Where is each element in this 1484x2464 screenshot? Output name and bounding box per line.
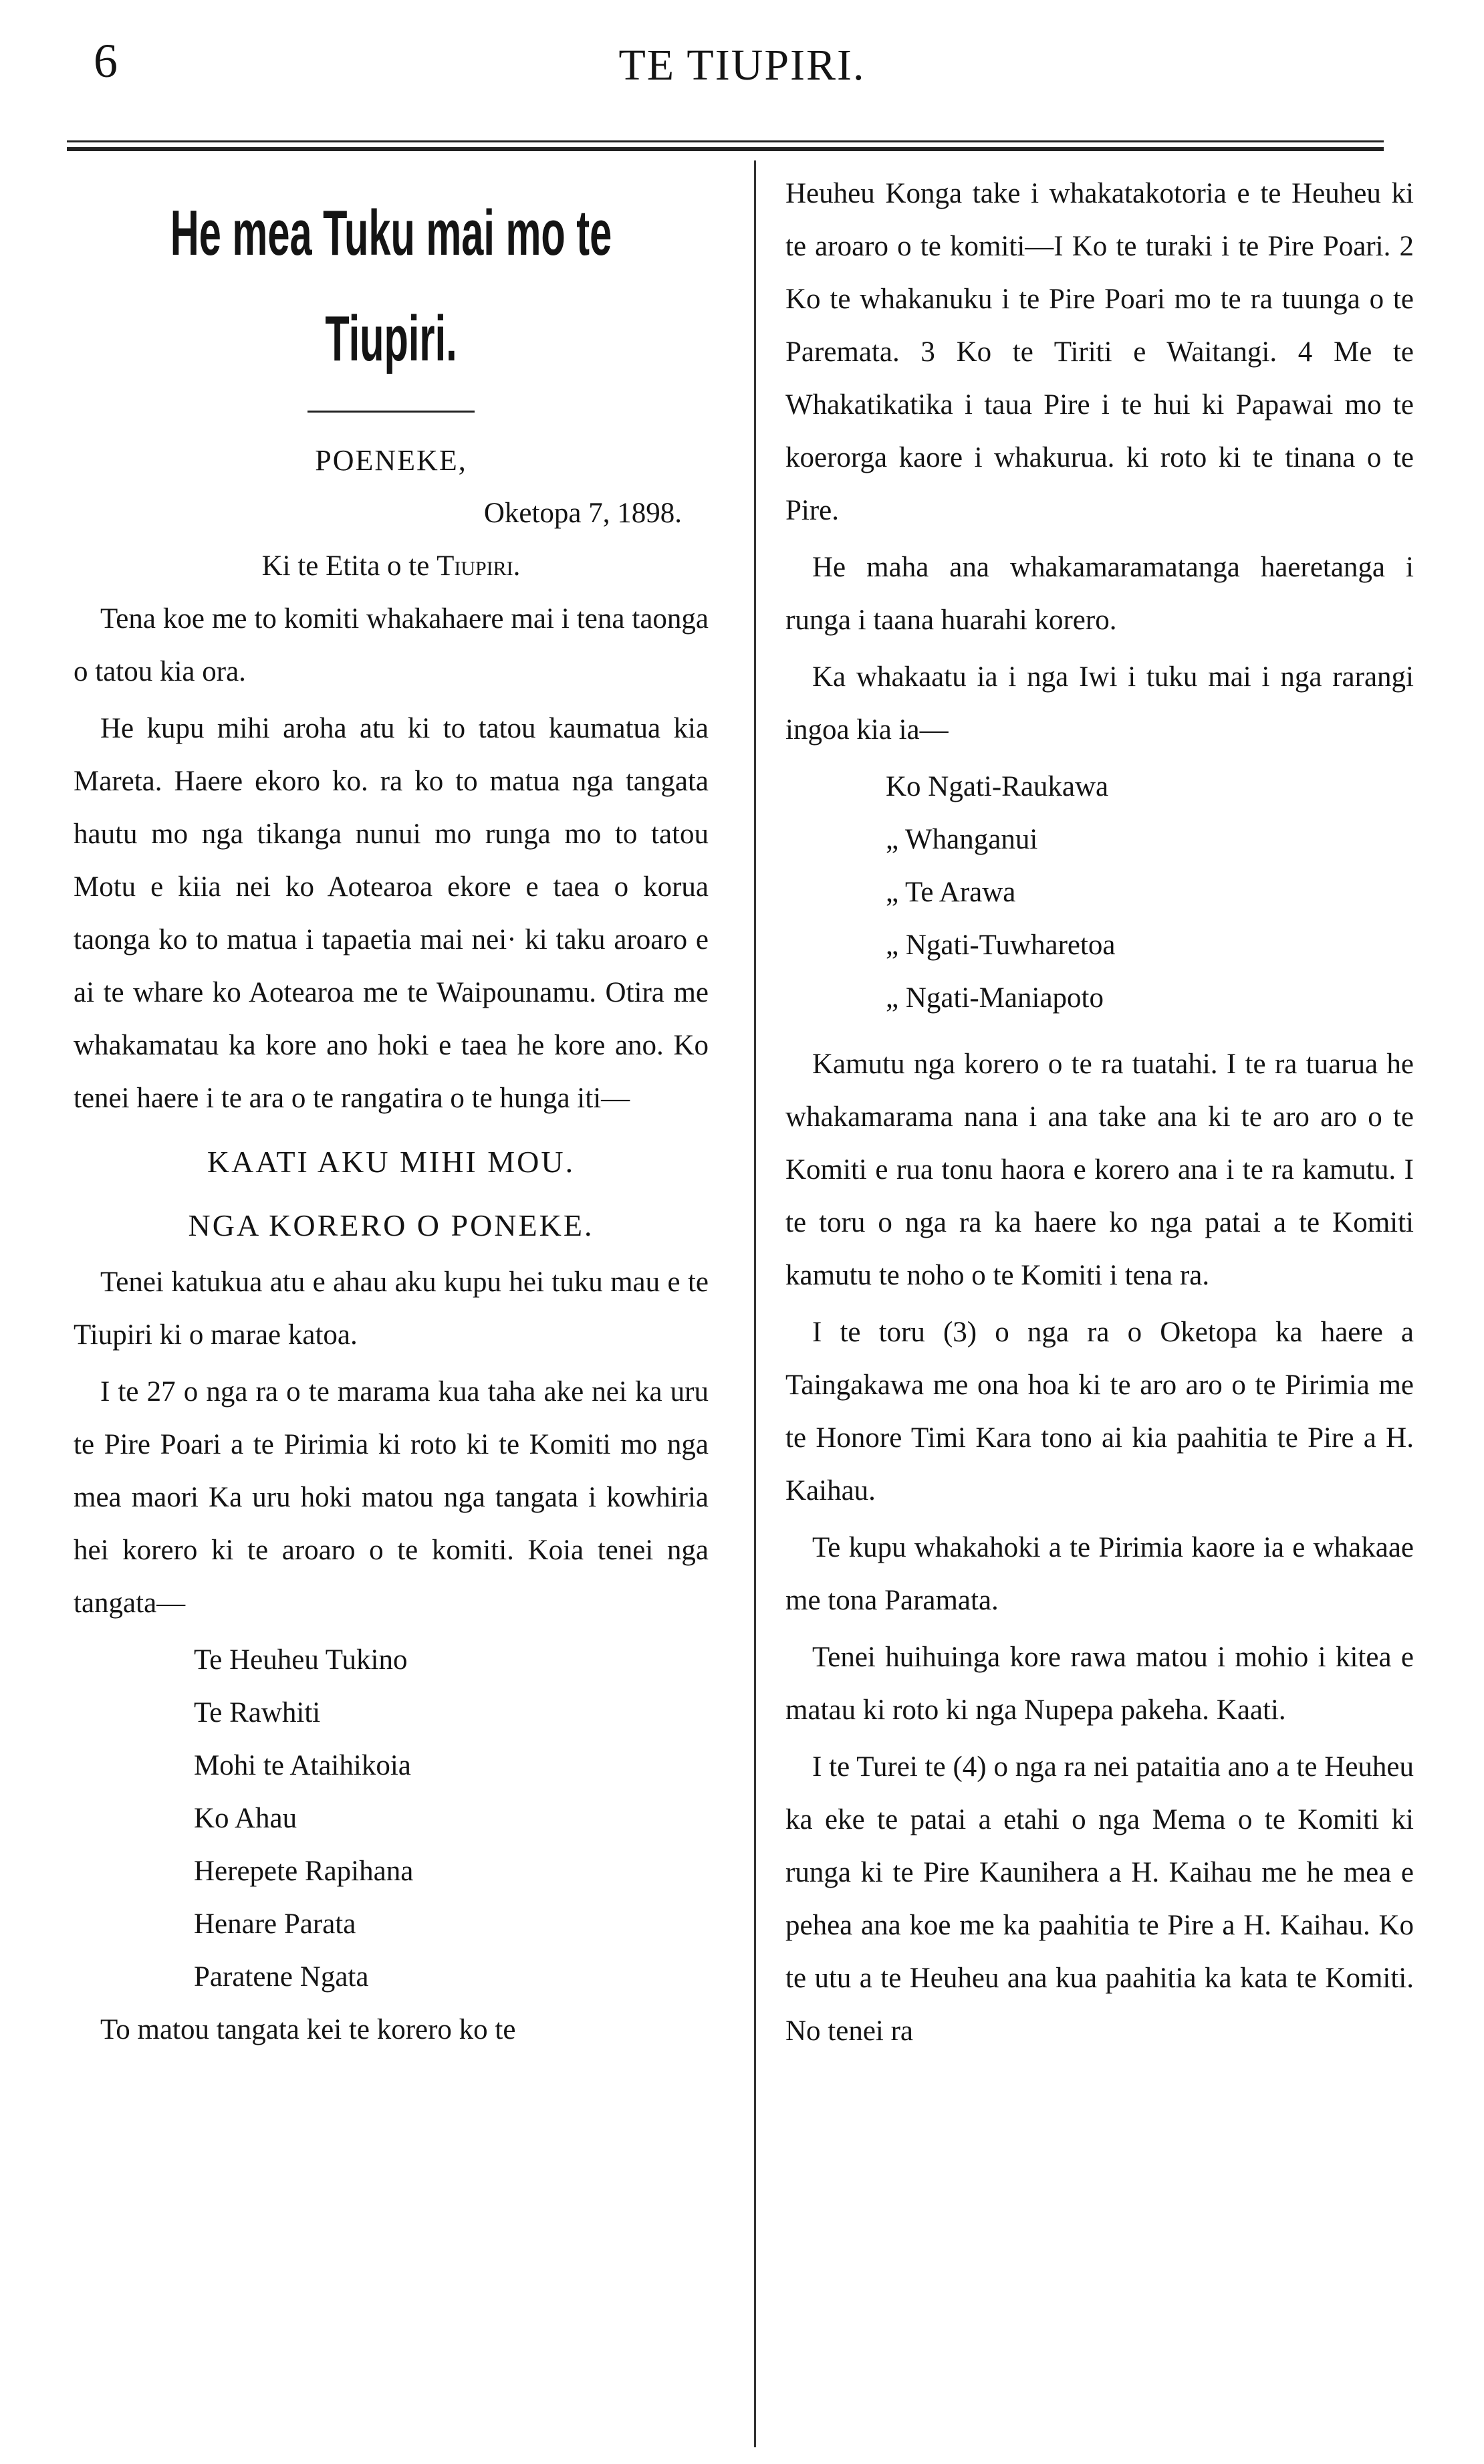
salutation-paper-name: Tiupiri. [437, 550, 521, 582]
list-item: Herepete Rapihana [194, 1856, 414, 1887]
column-divider [754, 160, 756, 2447]
right-paragraph-3: Ka whakaatu ia i nga Iwi i tuku mai i nga rarangi ingoa kia ia— [785, 661, 1414, 746]
header-rule-thin [67, 140, 1384, 142]
salutation [74, 540, 709, 592]
left-paragraph-4: I te 27 o nga ra o te marama kua taha ake nei ka uru te Pire Poari a te Pirimia ki roto ki te Komiti mo nga mea maori Ka uru hoki matou nga tangata i kowhiria hei korero ki te aroaro o te komiti. Koia tenei nga tangata— [74, 1376, 709, 1619]
headline-line-1: He mea Tuku mai mo te [170, 197, 612, 269]
right-paragraph-4: Kamutu nga korero o te ra tuatahi. I te ra tuarua he whakamarama nana i ana take ana ki te aro aro o te Komiti e rua tonu haora e korero ana i te ra kamutu. I te toru o nga ra ka haere ko nga patai a te Komiti kamutu te noho o te Komiti i tena ra. [785, 1048, 1414, 1291]
right-paragraph-1: Heuheu Konga take i whakatakotoria e te Heuheu ki te aroaro o te komiti—I Ko te turaki i te Pire Poari. 2 Ko te whakanuku i te Pire Poari mo te ra tuunga o te Paremata. 3 Ko te Tiriti e Waitangi. 4 Me te Whakatikatika i taua Pire i te hui ki Papawai mo te koerorga kaore i whakurua. ki roto ki te tinana o te Pire. [785, 178, 1414, 526]
salutation-prefix: Ki te Etita o te [261, 550, 430, 582]
list-item: „ Ngati-Tuwharetoa [886, 929, 1116, 961]
section-heading-2: NGA KORERO O PONEKE. [188, 1208, 594, 1242]
right-paragraph-7: Tenei huihuinga kore rawa matou i mohio i kitea e matau ki roto ki nga Nupepa pakeha. Kaati. [785, 1642, 1414, 1726]
section-heading-1: KAATI AKU MIHI MOU. [207, 1145, 576, 1179]
list-item: Mohi te Ataihikoia [194, 1750, 411, 1781]
page-number: 6 [94, 34, 118, 88]
left-paragraph-5: To matou tangata kei te korero ko te [100, 2014, 516, 2045]
running-title: TE TIUPIRI. [618, 41, 866, 90]
left-paragraph-1: Tena koe me to komiti whakahaere mai i tena taonga o tatou kia ora. [74, 603, 709, 687]
right-paragraph-6: Te kupu whakahoki a te Pirimia kaore ia e whakaae me tona Paramata. [785, 1532, 1414, 1616]
list-item: „ Te Arawa [886, 877, 1016, 908]
list-item: Paratene Ngata [194, 1961, 369, 1993]
dateline-date: Oketopa 7, 1898. [483, 497, 682, 529]
right-paragraph-5: I te toru (3) o nga ra o Oketopa ka haere a Taingakawa me ona hoa ki te aro aro o te Pirimia me te Honore Timi Kara tono ai kia paahitia te Pire a H. Kaihau. [785, 1317, 1414, 1506]
list-item: Te Heuheu Tukino [194, 1644, 408, 1676]
page-header [0, 0, 1484, 134]
right-paragraph-2: He maha ana whakamaramatanga haeretanga i runga i taana huarahi korero. [785, 552, 1414, 636]
left-paragraph-3: Tenei katukua atu e ahau aku kupu hei tuku mau e te Tiupiri ki o marae katoa. [74, 1266, 709, 1351]
dateline-place: POENEKE, [315, 444, 467, 477]
list-item: „ Ngati-Maniapoto [886, 982, 1104, 1014]
committee-names-list [74, 1634, 709, 2003]
list-item: Henare Parata [194, 1908, 356, 1940]
header-rule-thick [67, 147, 1384, 151]
tribes-list [785, 760, 1414, 1024]
article-headline [112, 167, 671, 392]
left-paragraph-2: He kupu mihi aroha atu ki to tatou kaumatua kia Mareta. Haere ekoro ko. ra ko to matua nga tangata hautu mo nga tikanga nunui mo runga mo to tatou Motu e kiia nei ko Aotearoa ekore e taea o koruа taonga ko to matua i tapaetia mai nei· ki taku aroaro e ai te whare ko Aotearoa me te Waipounamu. Otira me whakamatau ka kore ano hoki e taea he kore ano. Ko tenei haere i te ara o te rangatira o te hunga iti— [74, 713, 709, 1114]
list-item: Ko Ngati-Raukawa [886, 771, 1109, 802]
headline-line-2: Tiupiri. [325, 303, 457, 374]
left-column [74, 167, 709, 2060]
list-item: „ Whanganui [886, 824, 1038, 855]
list-item: Ko Ahau [194, 1803, 297, 1834]
list-item: Te Rawhiti [194, 1697, 321, 1728]
headline-rule [307, 411, 475, 413]
right-column [785, 167, 1414, 2061]
right-paragraph-8: I te Turei te (4) o nga ra nei patаitia ano a te Heuheu ka eke te patai a etahi o nga Mema o te Komiti ki runga ki te Pire Kaunihera a H. Kaihau me he mea e pehea ana koe me ka paahitia te Pire a H. Kaihau. Ko te utu a te Heuheu ana kua paahitia ka kata te Komiti. No tenei ra [785, 1751, 1414, 2047]
